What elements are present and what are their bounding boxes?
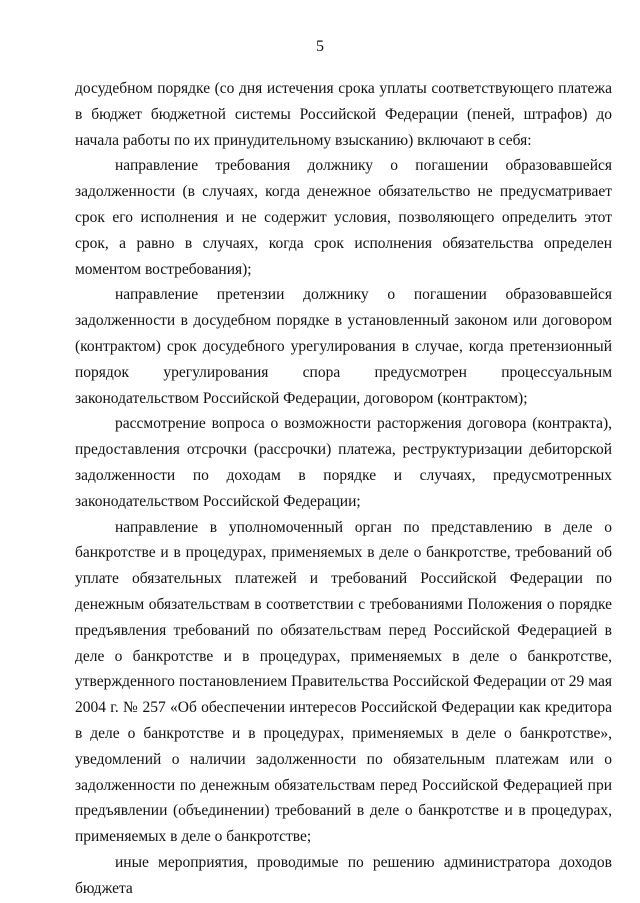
paragraph-bankruptcy-referral: направление в уполномоченный орган по представлению в деле о банкротстве и в процедурах, применяемых в деле о банкротстве, требований об уплате обязательных платежей и требований Российской Федерации по денежным обязательствам в соответствии с требованиями Положения о порядке предъявления требований по обязательствам перед Российской Федерацией в деле о банкротстве и в процедурах, применяемых в деле о банкротстве, утвержденного постановлением Правительства Российской Федерации от 29 мая 2004 г. № 257 «Об обеспечении интересов Российской Федерации как кредитора в деле о банкротстве и в процедурах, применяемых в деле о банкротстве», уведомлений о наличии задолженности по обязательным платежам или о задолженности по денежным обязательствам перед Российской Федерацией при предъявлении (объединении) требований в деле о банкротстве и в процедурах, применяемых в деле о банкротстве; xyxy=(75,518,612,846)
paragraph-claim-notice: направление претензии должнику о погашении образовавшейся задолженности в досудебном порядке в установленный законом или договором (контрактом) срок досудебного урегулирования в случае, когда претензионный порядок урегулирования спора предусмотрен процессуальным законодательством Российской Федерации, договором (контрактом); xyxy=(75,286,612,407)
document-body xyxy=(75,76,612,902)
page-number: 5 xyxy=(316,38,324,55)
paragraph-other-measures: иные мероприятия, проводимые по решению администратора доходов бюджета xyxy=(75,853,612,897)
paragraph-demand-notice: направление требования должнику о погашении образовавшейся задолженности (в случаях, когда денежное обязательство не предусматривает срок его исполнения и не содержит условия, позволяющего определить этот срок, а равно в случаях, когда срок исполнения обязательства определен моментом востребования); xyxy=(75,157,612,278)
paragraph-contract-review: рассмотрение вопроса о возможности расторжения договора (контракта), предоставления отсрочки (рассрочки) платежа, реструктуризации дебиторской задолженности по доходам в порядке и случаях, предусмотренных законодательством Российской Федерации; xyxy=(75,415,612,510)
paragraph-continuation: досудебном порядке (со дня истечения срока уплаты соответствующего платежа в бюджет бюджетной системы Российской Федерации (пеней, штрафов) до начала работы по их принудительному взысканию) включают в себя: xyxy=(75,80,612,149)
